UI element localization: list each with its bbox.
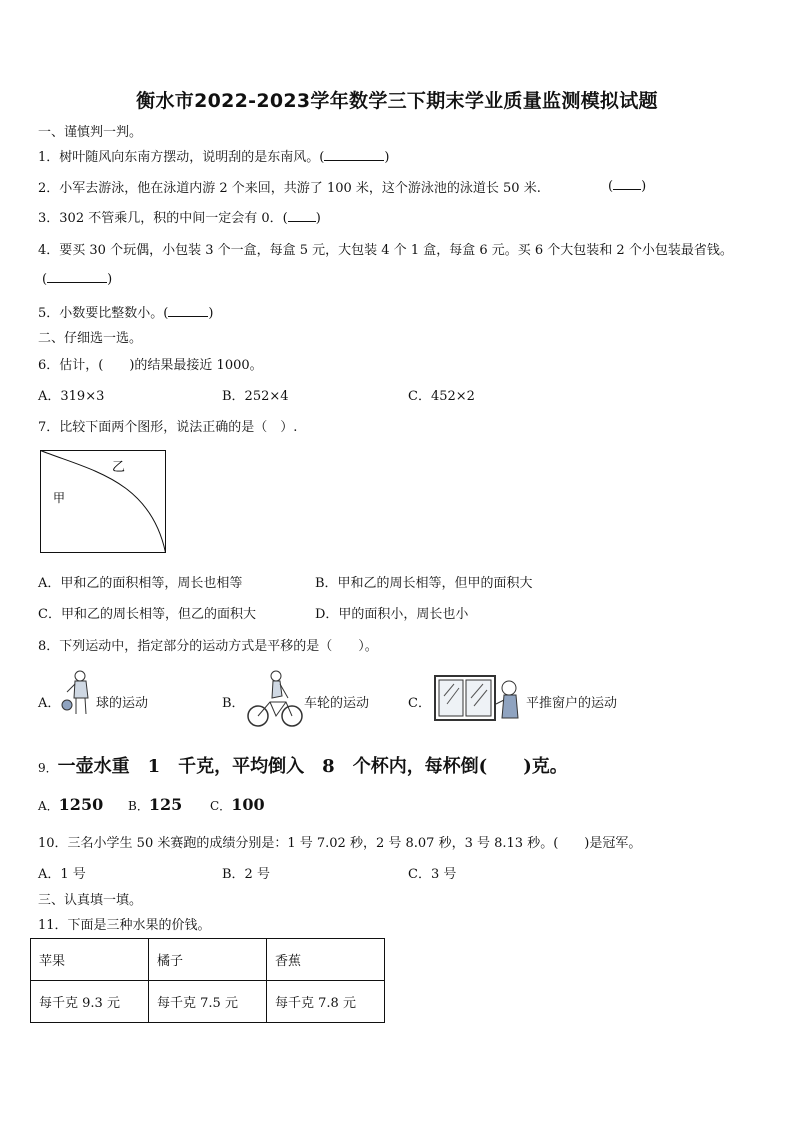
answer-blank[interactable] [324,148,384,161]
paren-close: ) [384,150,390,165]
question-3-text: 3．302 不管乘几，积的中间一定会有 0．( [38,211,288,226]
question-10: 10．三名小学生 50 米赛跑的成绩分别是：1 号 7.02 秒，2 号 8.07 秒，3 号 8.13 秒。( )是冠军。 [38,836,642,851]
question-1 [38,146,389,165]
question-4-answer [42,270,112,287]
question-3 [38,207,321,226]
bicycle-icon [246,668,304,730]
question-7: 7．比较下面两个图形，说法正确的是（ ）. [38,420,298,435]
sliding-window-icon [434,674,526,722]
option-value: 1250 [58,795,104,814]
option-letter: C． [210,799,232,813]
label-yi: 乙 [112,460,126,475]
question-5-text: 5．小数要比整数小。( [38,306,169,321]
label-jia: 甲 [53,491,66,505]
answer-blank[interactable] [613,177,641,190]
q7-option-a[interactable]: A．甲和乙的面积相等，周长也相等 [38,576,243,591]
q10-option-b[interactable]: B．2 号 [222,867,270,882]
question-9-number: 9． [38,761,58,775]
question-9-text: 一壶水重 1 千克，平均倒入 8 个杯内，每杯倒( )克。 [57,756,568,777]
answer-blank[interactable] [288,209,316,222]
question-2 [38,177,541,196]
option-letter: A． [38,799,59,813]
answer-blank[interactable] [168,304,208,317]
paren-open: ( [42,272,48,287]
q6-option-a[interactable]: A．319×3 [38,389,105,404]
question-11: 11．下面是三种水果的价钱。 [38,918,211,933]
q6-option-b[interactable]: B．252×4 [222,389,289,404]
question-2-text: 2．小军去游泳，他在泳道内游 2 个来回，共游了 100 米，这个游泳池的泳道长 50 米. [38,181,541,196]
q8-option-c-caption: 平推窗户的运动 [526,696,618,711]
table-header-cell: 苹果 [31,939,149,981]
paren-open: ( [608,179,614,194]
q10-option-c[interactable]: C．3 号 [408,867,457,882]
option-letter: B． [128,799,149,813]
q6-option-c[interactable]: C．452×2 [408,389,475,404]
q8-option-c-letter[interactable]: C． [408,696,431,711]
table-cell: 每千克 7.5 元 [149,981,267,1023]
question-5 [38,302,213,321]
q9-option-c[interactable] [210,795,265,814]
q8-option-a-letter[interactable]: A． [38,696,61,711]
question-4-text: 4．要买 30 个玩偶，小包装 3 个一盒，每盒 5 元，大包装 4 个 1 盒，每盒 6 元。买 6 个大包装和 2 个小包装最省钱。 [38,243,733,258]
section-heading-1: 一、谨慎判一判。 [38,125,143,140]
q7-figure [40,450,167,554]
option-value: 125 [148,795,183,814]
q8-option-a-caption: 球的运动 [96,696,149,711]
q10-option-a[interactable]: A．1 号 [38,867,86,882]
q9-option-a[interactable] [38,795,103,814]
table-header-cell: 香蕉 [267,939,385,981]
table-header-cell: 橘子 [149,939,267,981]
table-cell: 每千克 7.8 元 [267,981,385,1023]
question-1-text: 1．树叶随风向东南方摆动，说明刮的是东南风。( [38,150,325,165]
question-4 [38,239,733,258]
table-row [31,981,385,1023]
section-heading-2: 二、仔细选一选。 [38,331,143,346]
section-heading-3: 三、认真填一填。 [38,893,143,908]
paren-close: ) [641,179,647,194]
q8-option-b-letter[interactable]: B． [222,696,245,711]
person-bouncing-ball-icon [60,668,96,718]
question-6: 6．估计，( )的结果最接近 1000。 [38,358,263,373]
question-2-answer [608,177,646,194]
question-9 [38,752,568,778]
q9-option-b[interactable] [128,795,182,814]
page-title: 衡水市2022-2023学年数学三下期末学业质量监测模拟试题 [136,90,658,112]
paren-close: ) [208,306,214,321]
paren-close: ) [107,272,113,287]
answer-blank[interactable] [47,270,107,283]
q7-option-c[interactable]: C．甲和乙的周长相等，但乙的面积大 [38,607,256,622]
table-cell: 每千克 9.3 元 [31,981,149,1023]
paren-close: ) [315,211,321,226]
question-8: 8．下列运动中，指定部分的运动方式是平移的是（ ）。 [38,639,378,654]
table-row [31,939,385,981]
q7-option-d[interactable]: D．甲的面积小，周长也小 [315,607,469,622]
option-value: 100 [231,795,265,814]
q8-option-b-caption: 车轮的运动 [304,696,370,711]
q7-option-b[interactable]: B．甲和乙的周长相等，但甲的面积大 [315,576,533,591]
fruit-price-table [30,938,385,1023]
